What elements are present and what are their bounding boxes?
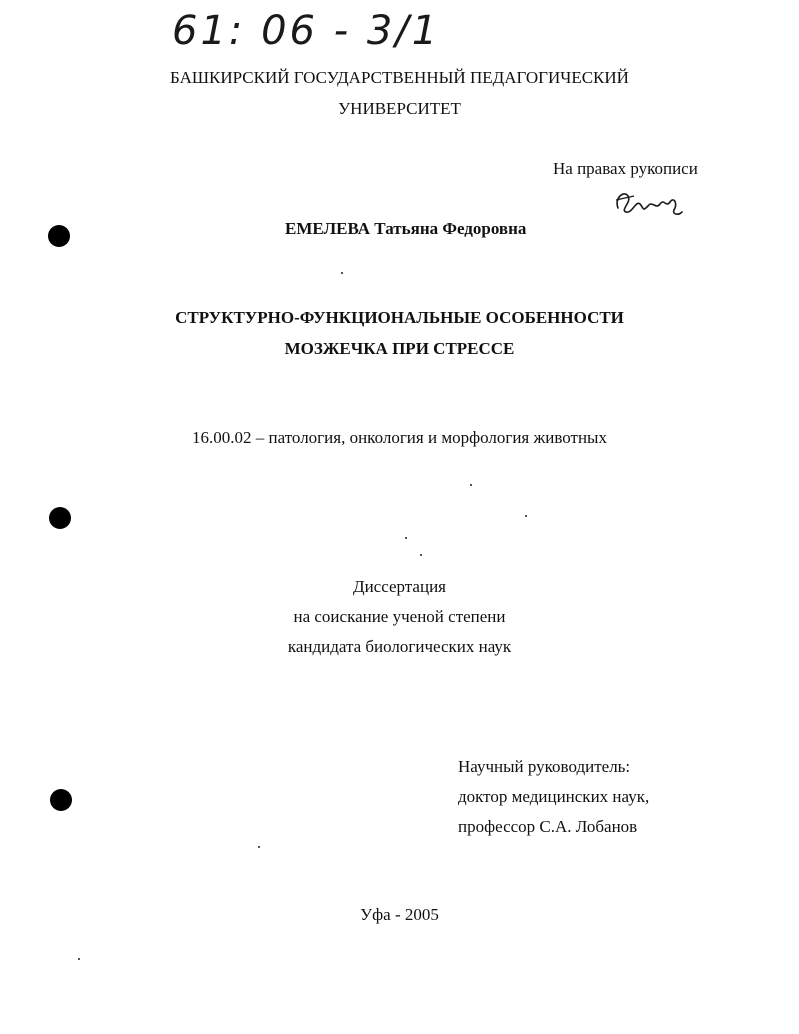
thesis-title-line1: СТРУКТУРНО-ФУНКЦИОНАЛЬНЫЕ ОСОБЕННОСТИ [175, 308, 624, 327]
scan-speck [525, 515, 527, 517]
specialty-code: 16.00.02 – патология, онкология и морфология животных [192, 428, 607, 447]
scan-speck [341, 272, 343, 274]
thesis-title-line2: МОЗЖЕЧКА ПРИ СТРЕССЕ [284, 339, 515, 358]
punch-hole [48, 225, 70, 247]
advisor-label: Научный руководитель: [458, 757, 631, 776]
degree-sought: на соискание ученой степени [293, 607, 506, 626]
punch-hole [50, 789, 72, 811]
dissertation-type: Диссертация [352, 577, 446, 596]
scan-speck [420, 554, 422, 556]
degree-field: кандидата биологических наук [287, 637, 512, 656]
place-and-year: Уфа - 2005 [360, 905, 439, 924]
scan-speck [258, 846, 260, 848]
author-name: ЕМЕЛЕВА Татьяна Федоровна [285, 219, 527, 238]
scan-speck [405, 537, 407, 539]
university-name-line2: УНИВЕРСИТЕТ [338, 99, 461, 118]
handwritten-catalog-number: 61: 06 - 3/1 [172, 8, 441, 54]
advisor-degree: доктор медицинских наук, [458, 787, 650, 806]
manuscript-rights-note: На правах рукописи [553, 159, 698, 178]
signature [612, 186, 686, 218]
university-name-line1: БАШКИРСКИЙ ГОСУДАРСТВЕННЫЙ ПЕДАГОГИЧЕСКИЙ [170, 68, 629, 87]
scan-speck [470, 484, 472, 486]
scan-speck [78, 958, 80, 960]
advisor-name: профессор С.А. Лобанов [458, 817, 638, 836]
punch-hole [49, 507, 71, 529]
